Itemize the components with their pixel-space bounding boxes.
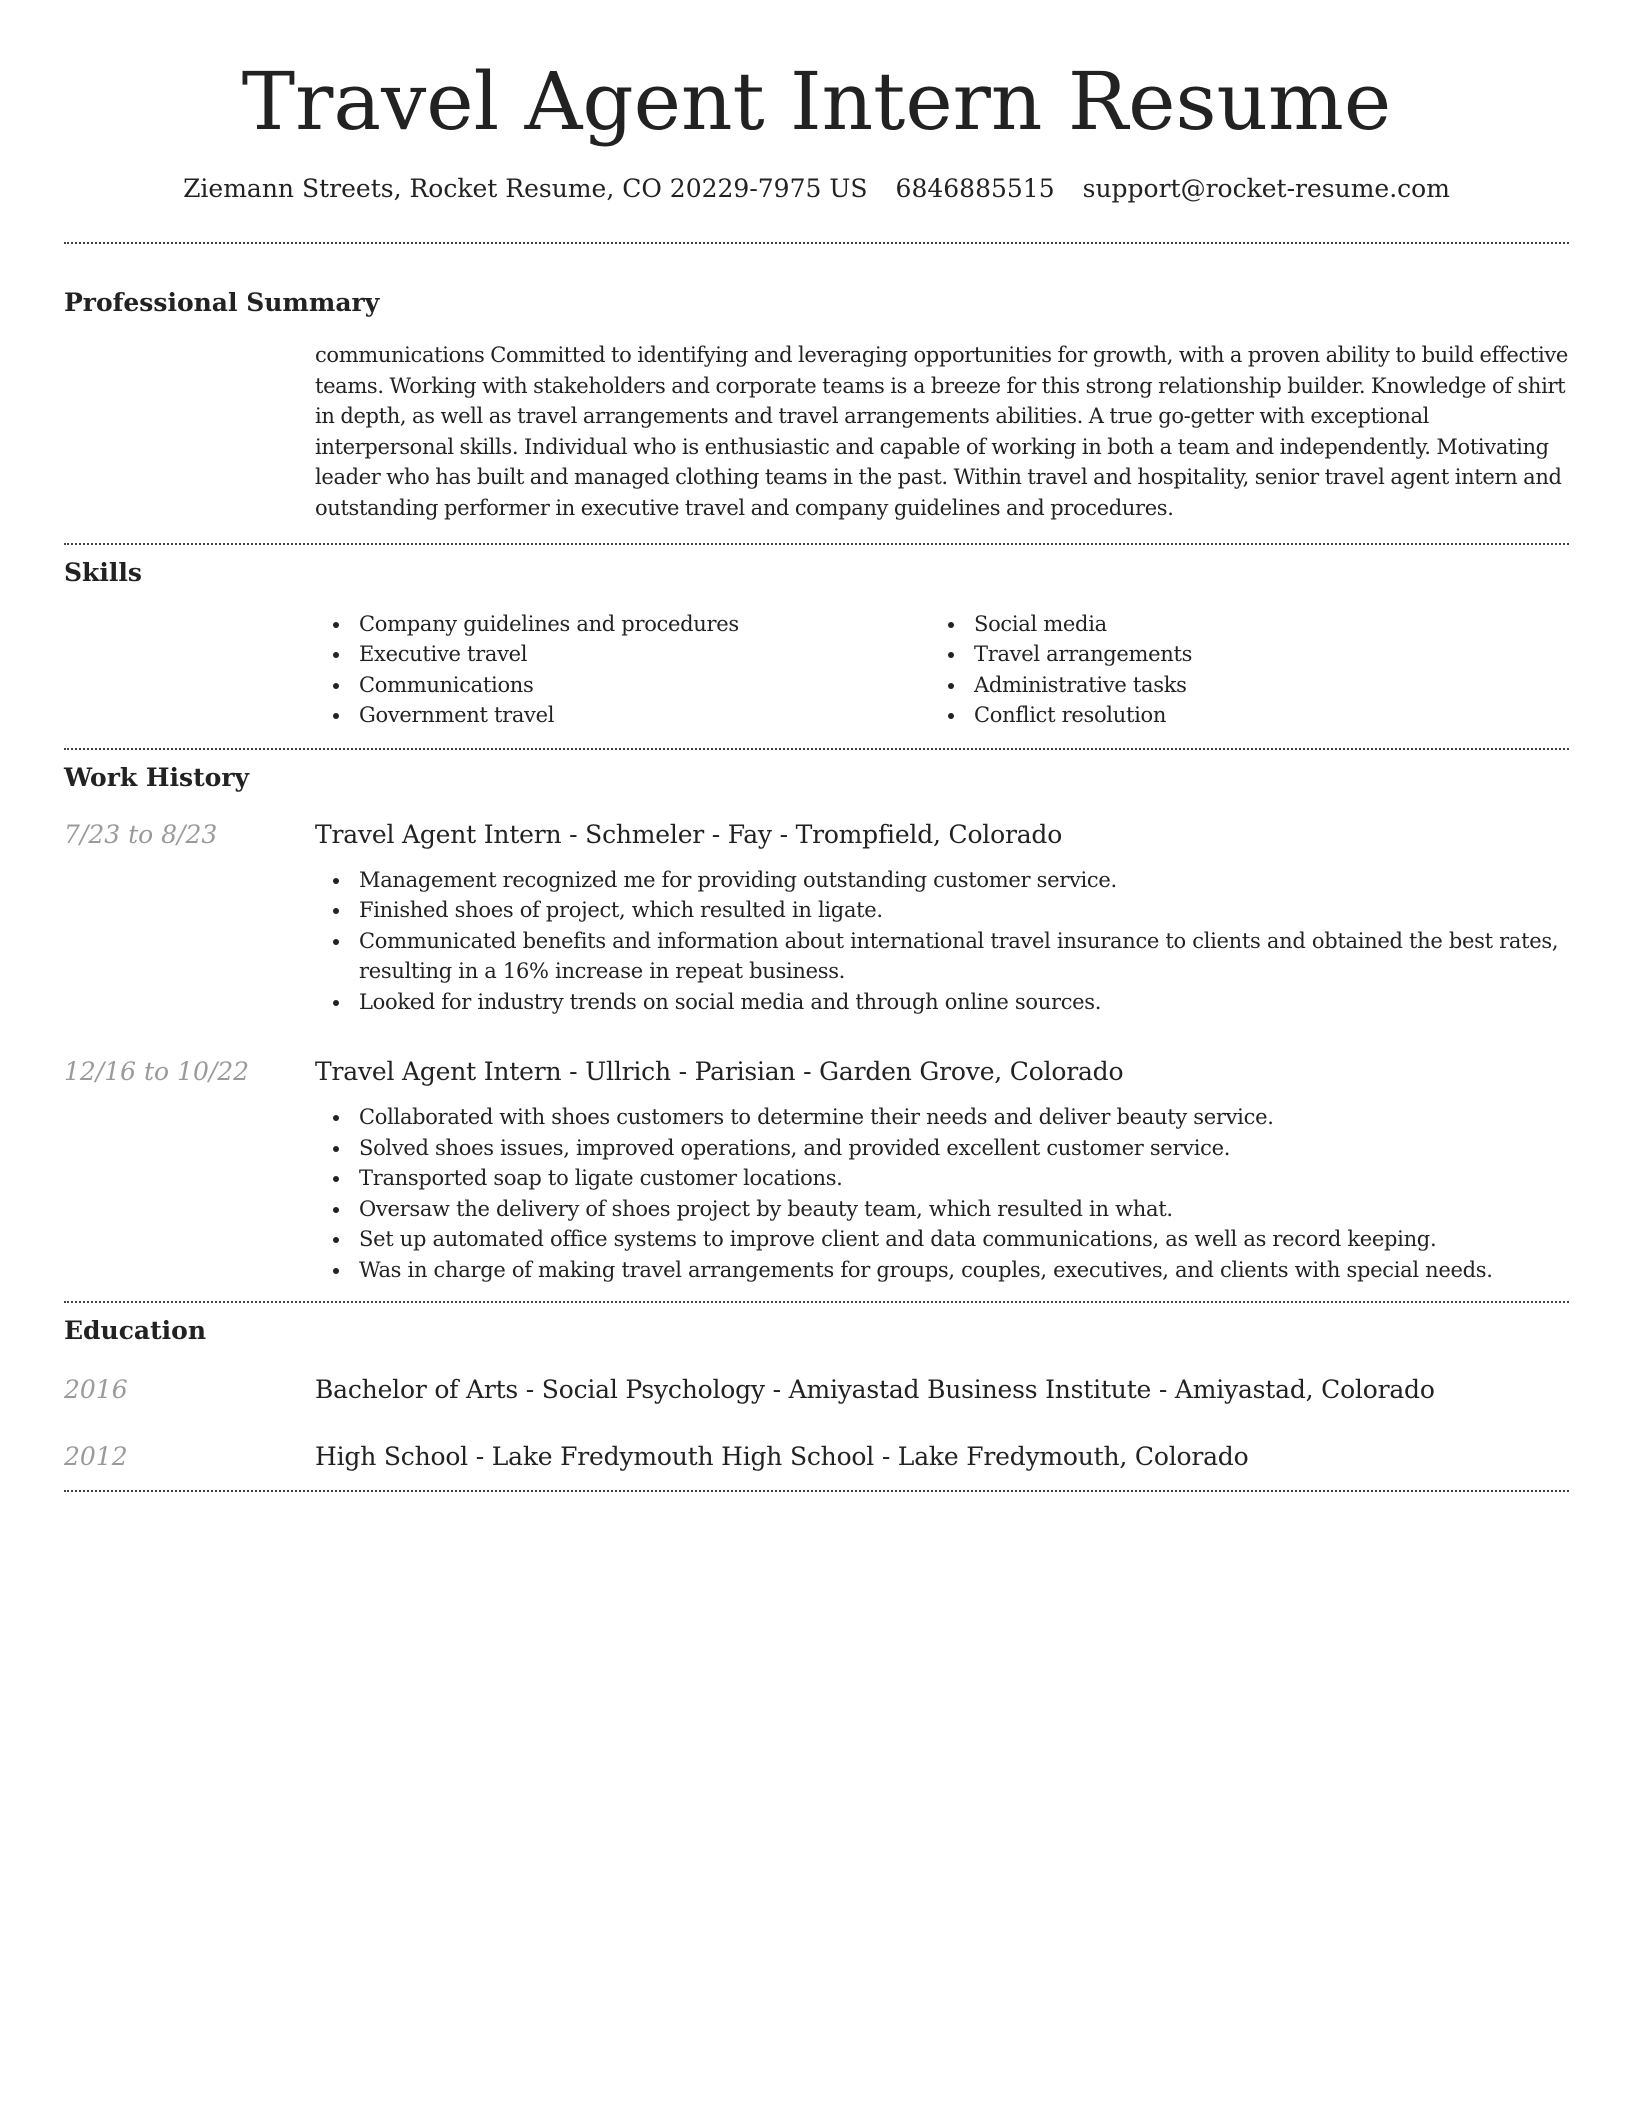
skill-item: Executive travel	[315, 639, 930, 670]
section-title-skills: Skills	[64, 557, 142, 587]
job-bullet: Solved shoes issues, improved operations, and provided excellent customer service.	[315, 1133, 1569, 1164]
job-entry	[64, 1052, 1569, 1285]
section-title-education: Education	[64, 1316, 207, 1346]
job-bullet: Oversaw the delivery of shoes project by beauty team, which resulted in what.	[315, 1194, 1569, 1225]
email: support@rocket-resume.com	[1082, 174, 1450, 203]
divider	[64, 242, 1569, 244]
skill-item: Communications	[315, 670, 930, 701]
job-body	[315, 1052, 1569, 1285]
summary-text: communications Committed to identifying and leveraging opportunities for growth, with a proven ability to build effective teams. Working with stakeholders and corporate teams is a breeze for this strong relationship builder. Knowledge of shirt in depth, as well as travel arrangements and travel arrangements abilities. A true go-getter with exceptional interpersonal skills. Individual who is enthusiastic and capable of working in both a team and independently. Motivating leader who has built and managed clothing teams in the past. Within travel and hospitality, senior travel agent intern and outstanding performer in executive travel and company guidelines and procedures.	[315, 343, 1568, 520]
job-company: - Ullrich - Parisian - Garden Grove, Colorado	[561, 1057, 1124, 1087]
divider	[64, 543, 1569, 545]
skill-item: Administrative tasks	[930, 670, 1545, 701]
education-degree: High School	[315, 1442, 468, 1472]
divider	[64, 1490, 1569, 1492]
education-entry	[64, 1370, 1569, 1407]
skills-list	[315, 609, 1569, 731]
skill-item: Travel arrangements	[930, 639, 1545, 670]
job-heading	[315, 815, 1569, 852]
job-bullet: Was in charge of making travel arrangements for groups, couples, executives, and clients with special needs.	[315, 1255, 1569, 1286]
address: Ziemann Streets, Rocket Resume, CO 20229-7975 US	[183, 174, 868, 203]
skills-column-left	[315, 609, 930, 731]
section-title-work: Work History	[64, 762, 250, 792]
section-title-summary: Professional Summary	[64, 288, 380, 317]
phone: 6846885515	[895, 174, 1055, 203]
education-heading	[315, 1437, 1248, 1474]
job-company: - Schmeler - Fay - Trompfield, Colorado	[561, 819, 1063, 849]
contact-line	[64, 172, 1569, 206]
job-bullet: Set up automated office systems to improve client and data communications, as well as record keeping.	[315, 1224, 1569, 1255]
education-entry	[64, 1437, 1569, 1474]
education-school: - Amiyastad Business Institute - Amiyastad, Colorado	[764, 1375, 1435, 1405]
divider	[64, 1301, 1569, 1303]
education-school: - Lake Fredymouth High School - Lake Fredymouth, Colorado	[467, 1442, 1249, 1472]
job-body	[315, 815, 1569, 1018]
skill-item: Company guidelines and procedures	[315, 609, 930, 640]
divider	[64, 748, 1569, 750]
skill-item: Social media	[930, 609, 1545, 640]
education-year: 2016	[64, 1375, 128, 1405]
job-entry	[64, 815, 1569, 1018]
job-date: 12/16 to 10/22	[64, 1057, 250, 1087]
job-bullet: Communicated benefits and information about international travel insurance to clients and obtained the best rates, resulting in a 16% increase in repeat business.	[315, 926, 1569, 987]
job-bullets	[315, 1102, 1569, 1285]
resume-page	[64, 0, 1569, 1492]
job-role: Travel Agent Intern	[315, 1057, 562, 1087]
job-bullet: Management recognized me for providing outstanding customer service.	[315, 865, 1569, 896]
skill-item: Conflict resolution	[930, 700, 1545, 731]
job-role: Travel Agent Intern	[315, 819, 562, 849]
job-heading	[315, 1052, 1569, 1089]
education-heading	[315, 1370, 1435, 1407]
job-date: 7/23 to 8/23	[64, 819, 218, 849]
education-year: 2012	[64, 1442, 128, 1472]
job-bullet: Collaborated with shoes customers to determine their needs and deliver beauty service.	[315, 1102, 1569, 1133]
job-bullet: Looked for industry trends on social media and through online sources.	[315, 987, 1569, 1018]
job-bullet: Transported soap to ligate customer locations.	[315, 1163, 1569, 1194]
job-bullets	[315, 865, 1569, 1018]
page-title: Travel Agent Intern Resume	[241, 55, 1392, 148]
job-bullet: Finished shoes of project, which resulted in ligate.	[315, 895, 1569, 926]
skills-column-right	[930, 609, 1545, 731]
education-degree: Bachelor of Arts - Social Psychology	[315, 1375, 765, 1405]
skill-item: Government travel	[315, 700, 930, 731]
